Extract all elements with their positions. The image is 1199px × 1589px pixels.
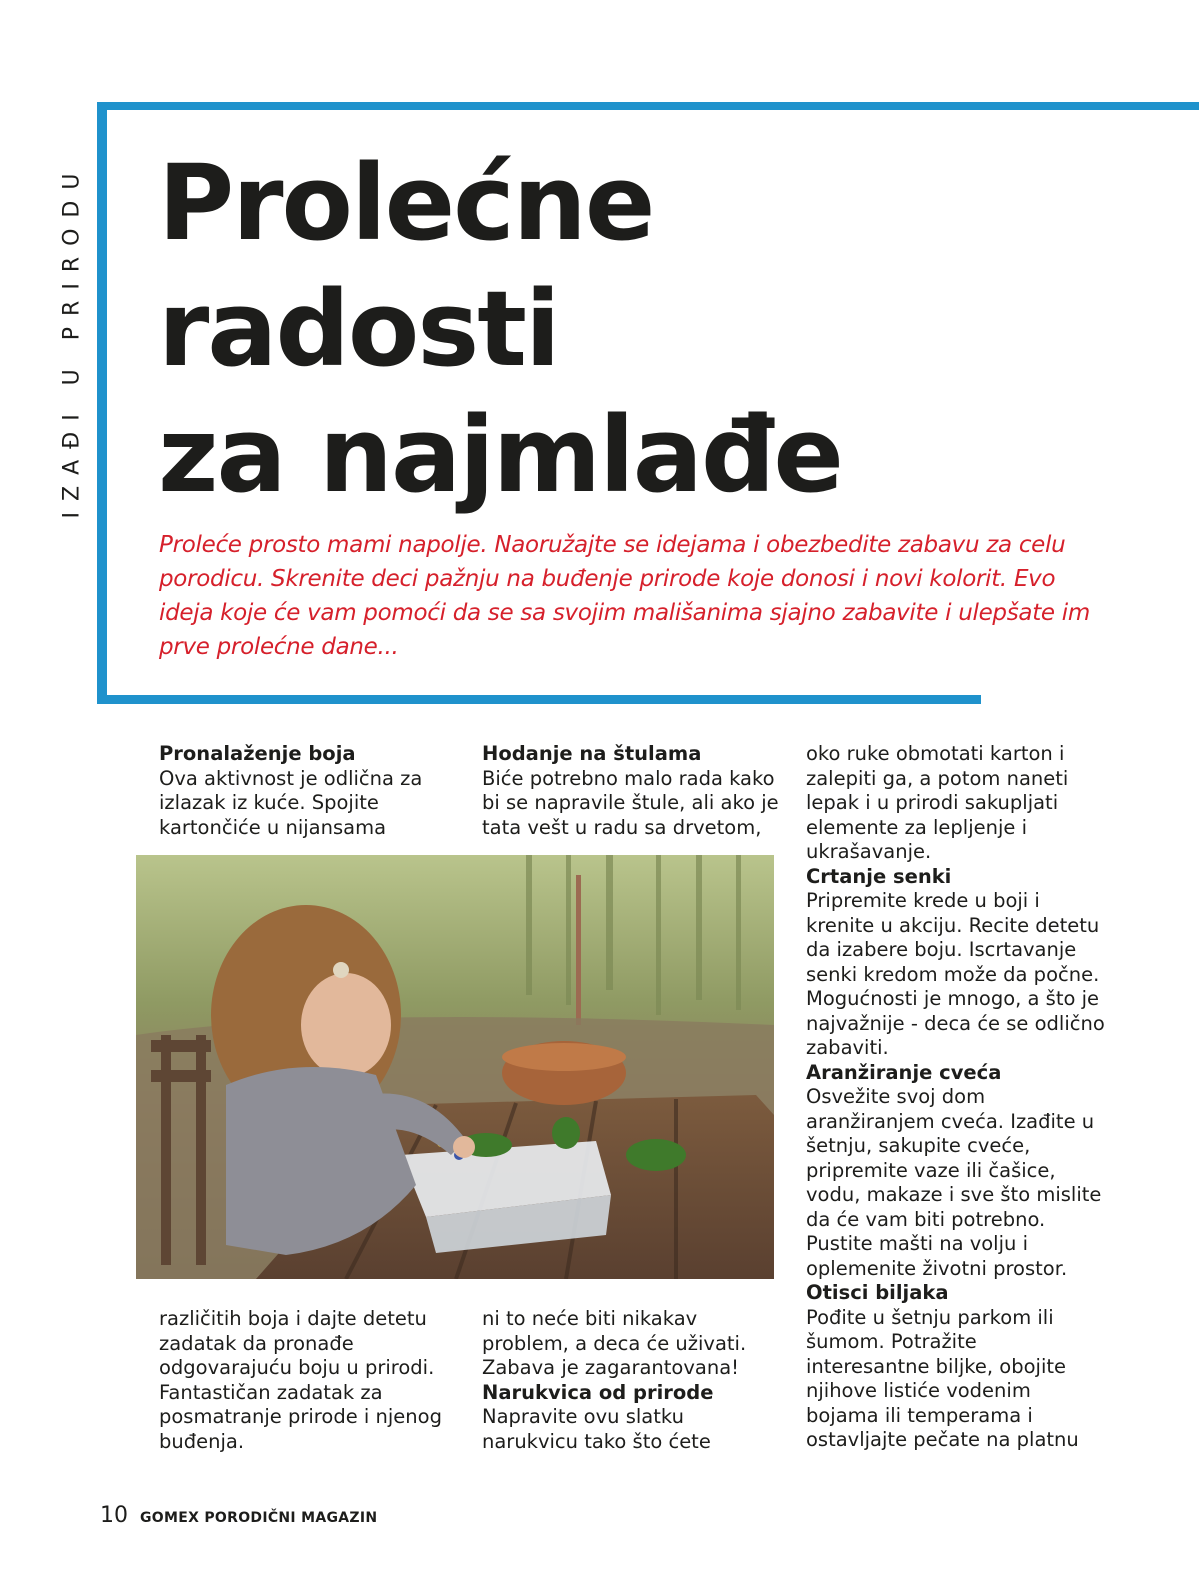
article-photo — [136, 855, 774, 1279]
column-3 — [806, 742, 1106, 1453]
page-footer — [100, 1503, 377, 1528]
section-label-text: IZAĐI U PRIRODU — [59, 162, 85, 518]
magazine-name: GOMEX PORODIČNI MAGAZIN — [140, 1510, 378, 1526]
paragraph-shadow-drawing: Pripremite krede u boji i krenite u akciju. Recite detetu da izabere boju. Iscrtavanje senki kredom može da počne. Mogućnosti je mnogo, a što je najvažnije - deca će se odlično zabaviti. — [806, 889, 1105, 1059]
heading-stilts: Hodanje na štulama — [482, 742, 702, 765]
heading-plant-prints: Otisci biljaka — [806, 1281, 949, 1304]
paragraph-stilts-start: Biće potrebno malo rada kako bi se napravile štule, ali ako je tata vešt u radu sa drvetom, — [482, 766, 779, 839]
paragraph-nature-bracelet-end: oko ruke obmotati karton i zalepiti ga, a potom naneti lepak i u prirodi sakupljati elemente za lepljenje i ukrašavanje. — [806, 742, 1069, 863]
article-lead: Proleće prosto mami napolje. Naoružajte se idejama i obezbedite zabavu za celu porodicu. Skrenite deci pažnju na buđenje prirode koje donosi i novi kolorit. Evo ideja koje će vam pomoći da se sa svojim mališanima sjajno zabavite i ulepšate im prve prolećne dane... — [159, 532, 1090, 660]
paragraph-finding-colors-start: Ova aktivnost je odlična za izlazak iz kuće. Spojite kartončiće u nijansama — [159, 766, 423, 839]
heading-nature-bracelet: Narukvica od prirode — [482, 1380, 714, 1404]
column-1-bottom — [159, 1307, 459, 1454]
page-number: 10 — [100, 1503, 128, 1528]
section-label — [52, 150, 92, 530]
column-1-top — [159, 742, 459, 840]
paragraph-nature-bracelet-start: Napravite ovu slatku narukvicu tako što ćete — [482, 1405, 711, 1453]
heading-shadow-drawing: Crtanje senki — [806, 864, 952, 888]
frame-top-bar — [97, 102, 1199, 110]
paragraph-plant-prints: Pođite u šetnju parkom ili šumom. Potražite interesantne biljke, obojite njihove listiće vodenim bojama ili temperama i ostavljajte pečate na platnu — [806, 1305, 1079, 1451]
heading-flower-arranging: Aranžiranje cveća — [806, 1060, 1002, 1084]
title-line-3: za najmlađe — [158, 394, 842, 516]
column-2-top — [482, 742, 782, 840]
paragraph-finding-colors-end: različitih boja i dajte detetu zadatak da pronađe odgovarajuću boju u prirodi. Fantastičan zadatak za posmatranje prirode i njenog buđenja. — [159, 1307, 442, 1453]
column-2-bottom — [482, 1307, 782, 1454]
paragraph-stilts-end: ni to neće biti nikakav problem, a deca će uživati. Zabava je zagarantovana! — [482, 1307, 747, 1379]
title-line-2: radosti — [158, 268, 559, 390]
article-title — [158, 140, 842, 518]
heading-finding-colors: Pronalaženje boja — [159, 742, 356, 765]
frame-left-bar — [97, 102, 107, 704]
frame-bottom-bar — [97, 695, 981, 704]
title-line-1: Prolećne — [158, 142, 654, 264]
paragraph-flower-arranging: Osvežite svoj dom aranžiranjem cveća. Izađite u šetnju, sakupite cveće, pripremite vaze ili čašice, vodu, makaze i sve što mislite da će vam biti potrebno. Pustite mašti na volju i oplemenite životni prostor. — [806, 1085, 1102, 1280]
